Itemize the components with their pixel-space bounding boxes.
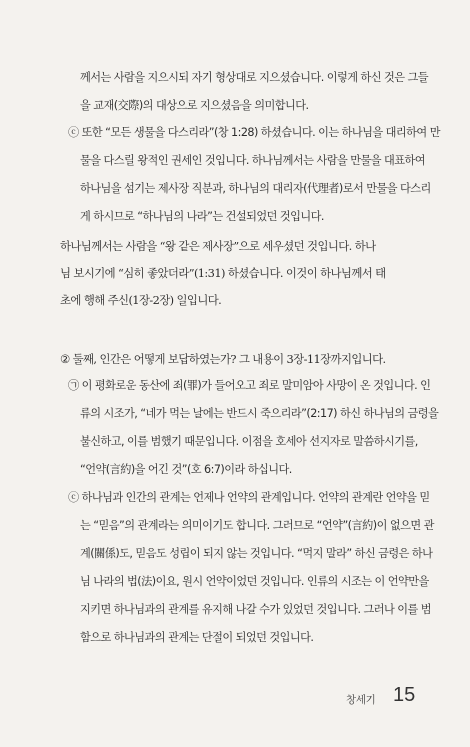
item-marker: ⓒ: [68, 126, 79, 139]
list-item-line: [68, 379, 430, 393]
body-line: 님 보시기에 “심히 좋았더라”(1:31) 하셨습니다. 이것이 하나님께서 태: [60, 266, 386, 280]
body-line: 지키면 하나님과의 관계를 유지해 나갈 수가 있었던 것입니다. 그러나 이를 범: [80, 603, 432, 616]
section-text: 둘째, 인간은 어떻게 보답하였는가? 그 내용이 3장-11장까지입니다.: [72, 352, 386, 366]
body-line: 계(關係)도, 믿음도 성립이 되지 않는 것입니다. “먹지 말라” 하신 금령은 하나: [80, 547, 433, 560]
list-item-line: [68, 491, 430, 505]
list-item-line: [68, 126, 440, 140]
body-line: 초에 행해 주신(1장-2장) 일입니다.: [60, 293, 222, 307]
body-line: 는 “믿음”의 관계라는 의미이기도 합니다. 그러므로 “언약”(言約)이 없으면 관: [80, 519, 434, 532]
page-number: 15: [393, 684, 416, 706]
body-line: 물을 다스릴 왕적인 권세인 것입니다. 하나님께서는 사람을 만물을 대표하여: [80, 154, 426, 167]
body-line: “언약(言約)을 어긴 것”(호 6:7)이라 하십니다.: [80, 463, 292, 476]
running-footer-title: 창세기: [346, 694, 376, 706]
body-line: 께서는 사람을 지으시되 자기 형상대로 지으셨습니다. 이렇게 하신 것은 그들: [80, 71, 429, 84]
body-line: 하나님께서는 사람을 “왕 같은 제사장”으로 세우셨던 것입니다. 하나: [60, 239, 376, 253]
body-line: 류의 시조가, “네가 먹는 날에는 반드시 죽으리라”(2:17) 하신 하나님의 금령을: [80, 407, 439, 420]
item-text: 이 평화로운 동산에 죄(罪)가 들어오고 죄로 말미암아 사망이 온 것입니다. 인: [81, 379, 431, 392]
item-marker: ㉠: [68, 379, 79, 392]
body-line: 게 하시므로 “하나님의 나라”는 건설되었던 것입니다.: [80, 210, 324, 223]
body-line: 하나님을 섬기는 제사장 직분과, 하나님의 대리자(代理者)로서 만물을 다스리: [80, 182, 431, 195]
body-line: 불신하고, 이를 범했기 때문입니다. 이점을 호세아 선지자로 말씀하시기를,: [80, 435, 418, 448]
item-text: 또한 “모든 생물을 다스리라”(창 1:28) 하셨습니다. 이는 하나님을 대리하여 만: [81, 126, 440, 139]
item-marker: ⓒ: [68, 491, 79, 504]
body-line: 함으로 하나님과의 관계는 단절이 되었던 것입니다.: [80, 631, 314, 644]
item-text: 하나님과 인간의 관계는 언제나 언약의 관계입니다. 언약의 관계란 언약을 믿: [81, 491, 430, 504]
section-heading: [60, 352, 386, 366]
body-line: 을 교재(交際)의 대상으로 지으셨음을 의미합니다.: [80, 99, 309, 112]
body-line: 님 나라의 법(法)이요, 원시 언약이었던 것입니다. 인류의 시조는 이 언약만을: [80, 575, 429, 588]
section-marker: ②: [60, 352, 70, 366]
